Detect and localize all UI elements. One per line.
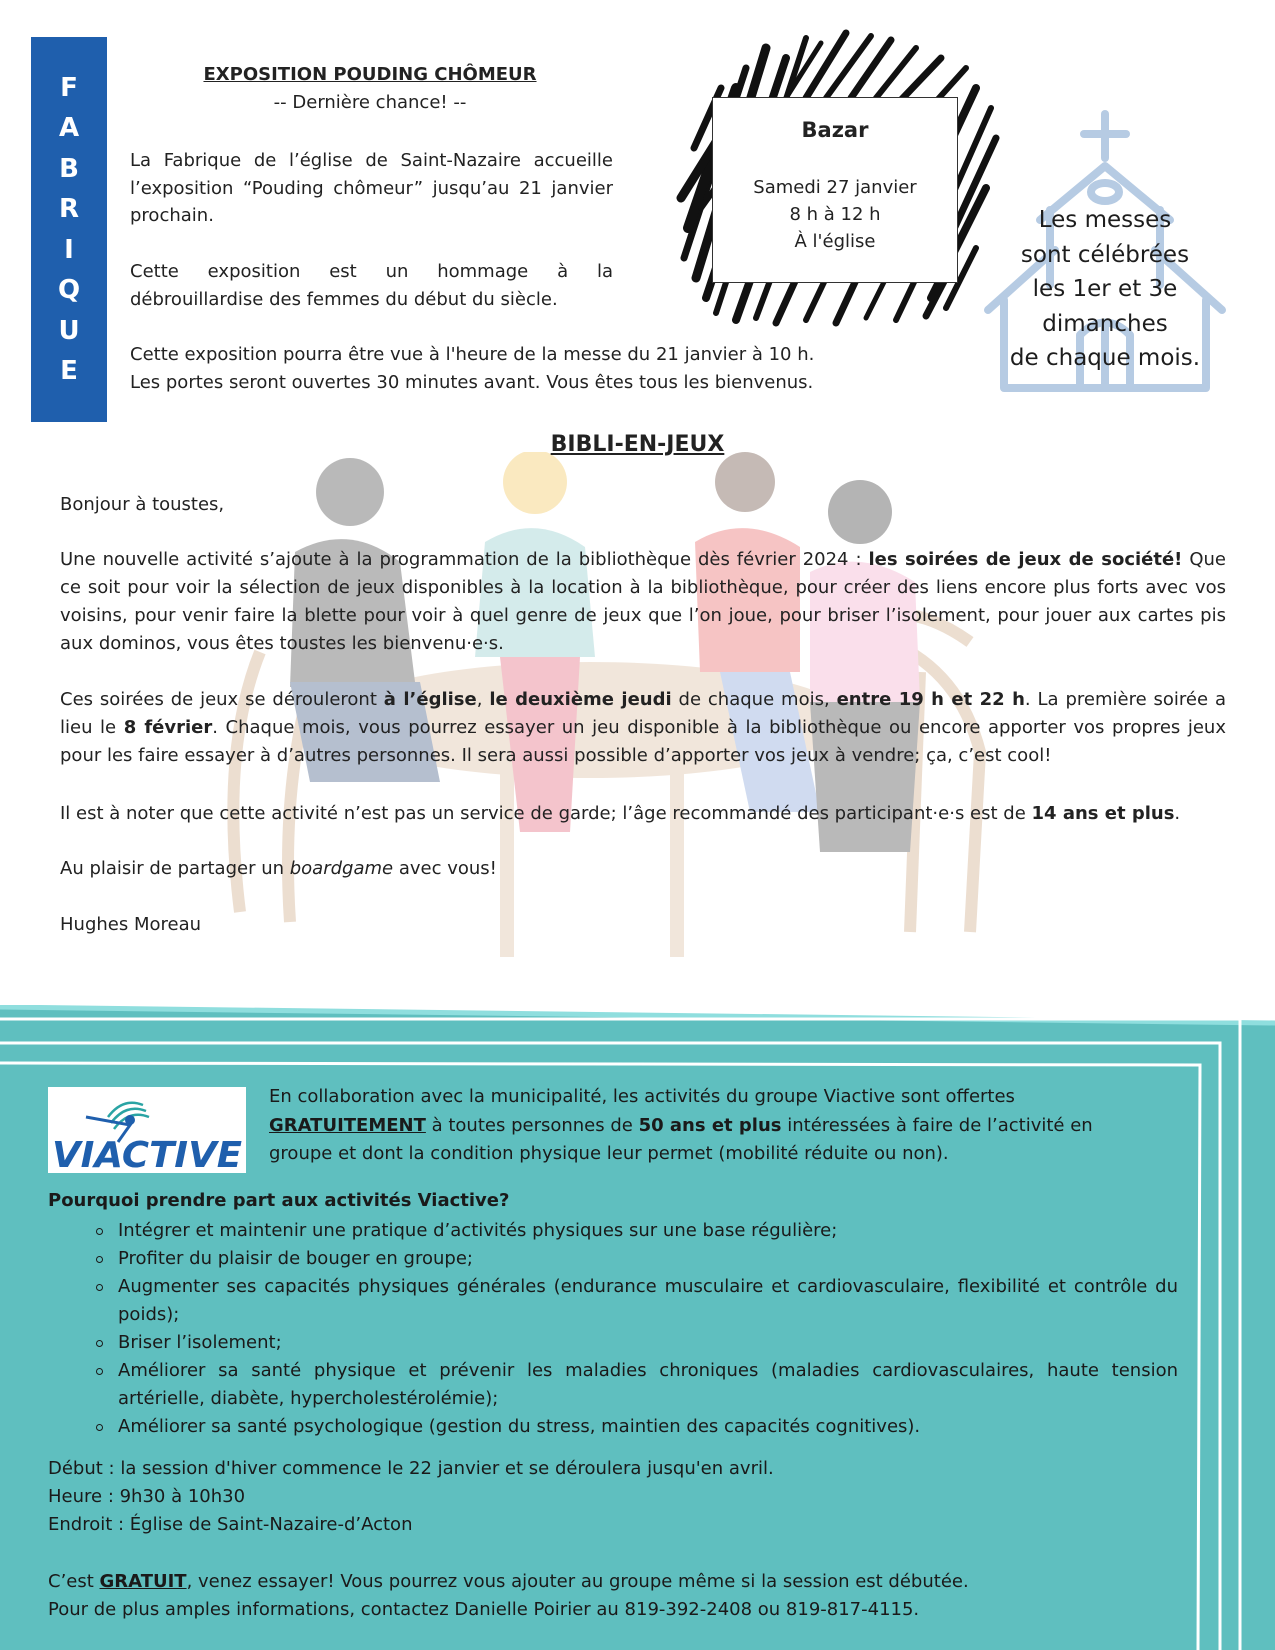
- viactive-logo-text: VIACTIVE: [52, 1135, 243, 1173]
- text-run: ,: [476, 689, 490, 710]
- bazar-date: Samedi 27 janvier: [753, 177, 917, 198]
- fabrique-letter: Q: [57, 275, 81, 305]
- list-item: Profiter du plaisir de bouger en groupe;: [118, 1245, 1178, 1273]
- fabrique-letter: E: [60, 356, 78, 386]
- list-item: Briser l’isolement;: [118, 1329, 1178, 1357]
- text-emphasis: le deuxième jeudi: [489, 689, 672, 710]
- bazar-title: Bazar: [801, 118, 869, 142]
- text-run: à toutes personnes de: [425, 1114, 639, 1136]
- exposition-paragraph-2: Cette exposition est un hommage à la débrouillardise des femmes du début du siècle.: [130, 261, 613, 310]
- text-run: Que ce soit pour voir la sélection de jeux disponibles à la location à la bibliothèque, pour créer des liens encore plus forts avec vos voisins, pour venir faire la blette pour voir à quel genre de jeux que l’on joue, pour briser l’isolement, pour jouer aux cartes pis aux dominos, vous êtes toustes les bienvenu·e·s.: [60, 549, 1226, 654]
- bibli-paragraph-2: [60, 686, 1226, 770]
- viactive-logo: [48, 1087, 246, 1173]
- viactive-call-to-action: [48, 1568, 1148, 1596]
- text-run: Il est à noter que cette activité n’est pas un service de garde; l’âge recommandé des participant·e·s est de: [60, 803, 1032, 824]
- text-run: Une nouvelle activité s’ajoute à la programmation de la bibliothèque dès février 2024 :: [60, 549, 869, 570]
- bibli-greeting: Bonjour à toustes,: [60, 494, 225, 515]
- viactive-logo-graphic: [48, 1087, 246, 1173]
- bazar-box: [712, 97, 958, 283]
- viactive-start: Début : la session d'hiver commence le 22 janvier et se déroulera jusqu'en avril.: [48, 1458, 774, 1479]
- exposition-doors: Les portes seront ouvertes 30 minutes avant. Vous êtes tous les bienvenus.: [130, 371, 814, 393]
- mass-schedule: [990, 203, 1220, 376]
- text-italic: boardgame: [289, 858, 394, 879]
- text-emphasis: GRATUIT: [99, 1571, 187, 1592]
- text-emphasis: à l’église: [383, 689, 477, 710]
- bibli-signature: Hughes Moreau: [60, 914, 202, 935]
- fabrique-letter: U: [58, 315, 80, 346]
- bibli-paragraph-4: [60, 855, 1226, 883]
- exposition-title: EXPOSITION POUDING CHÔMEUR: [203, 64, 537, 85]
- list-item: Améliorer sa santé physique et prévenir les maladies chroniques (maladies cardiovasculaires, haute tension artérielle, diabète, hypercholestérolémie);: [118, 1357, 1178, 1413]
- exposition-paragraph-3: [130, 341, 890, 396]
- text-emphasis: les soirées de jeux de société!: [868, 549, 1183, 570]
- bazar-place: À l'église: [794, 231, 876, 252]
- list-item: Augmenter ses capacités physiques générales (endurance musculaire et cardiovasculaire, flexibilité et contrôle du poids);: [118, 1273, 1178, 1329]
- fabrique-letter: F: [60, 72, 78, 103]
- fabrique-letter: A: [58, 113, 80, 143]
- mass-line: dimanches: [1042, 310, 1168, 337]
- viactive-intro: [269, 1083, 1149, 1169]
- text-emphasis: GRATUITEMENT: [269, 1114, 426, 1136]
- text-run: , venez essayer! Vous pourrez vous ajouter au groupe même si la session est débutée.: [186, 1571, 969, 1592]
- exposition-paragraph-1: La Fabrique de l’église de Saint-Nazaire accueille l’exposition “Pouding chômeur” jusqu’au 21 janvier prochain.: [130, 150, 613, 226]
- list-item: Intégrer et maintenir une pratique d’activités physiques sur une base régulière;: [118, 1217, 1178, 1245]
- exposition-schedule: Cette exposition pourra être vue à l'heure de la messe du 21 janvier à 10 h.: [130, 344, 815, 365]
- text-run: C’est: [48, 1571, 100, 1592]
- text-run: de chaque mois,: [671, 689, 837, 710]
- mass-line: les 1er et 3e: [1032, 276, 1178, 302]
- viactive-contact: Pour de plus amples informations, contactez Danielle Poirier au 819-392-2408 ou 819-817-4115.: [48, 1599, 920, 1620]
- bazar-hours: 8 h à 12 h: [789, 204, 881, 225]
- mass-line: de chaque mois.: [1009, 345, 1201, 371]
- text-emphasis: 8 février: [123, 717, 213, 738]
- viactive-why-title: Pourquoi prendre part aux activités Viactive?: [48, 1190, 510, 1211]
- viactive-reasons-list: [118, 1217, 1178, 1441]
- mass-line: Les messes: [1038, 207, 1172, 233]
- exposition-subtitle: -- Dernière chance! --: [273, 92, 467, 113]
- text-run: intéressées à faire de l’activité en groupe et dont la condition physique leur permet (mobilité réduite ou non).: [269, 1114, 1093, 1164]
- fabrique-letter: B: [59, 153, 79, 184]
- bibli-title: BIBLI-EN-JEUX: [550, 432, 725, 457]
- list-item: Améliorer sa santé psychologique (gestion du stress, maintien des capacités cognitives).: [118, 1413, 1178, 1441]
- text-run: En collaboration avec la municipalité, les activités du groupe Viactive sont offertes: [269, 1086, 1015, 1107]
- fabrique-letter: R: [58, 194, 80, 224]
- text-run: Au plaisir de partager un: [60, 858, 290, 879]
- mass-line: sont célébrées: [1020, 241, 1190, 268]
- text-run: .: [1174, 803, 1181, 824]
- text-run: . La première soirée a lieu le: [60, 689, 1226, 738]
- fabrique-banner: [31, 37, 107, 422]
- viactive-time: Heure : 9h30 à 10h30: [48, 1486, 246, 1507]
- fabrique-letter: I: [64, 234, 74, 265]
- bibli-paragraph-1: [60, 546, 1226, 658]
- text-emphasis: 14 ans et plus: [1031, 803, 1175, 824]
- text-run: Ces soirées de jeux se dérouleront: [60, 689, 384, 710]
- text-run: . Chaque mois, vous pourrez essayer un jeu disponible à la bibliothèque ou encore apporter vos propres jeux pour les faire essayer à d’autres personnes. Il sera aussi possible d’apporter vos jeux à vendre; ça, c’est cool!: [60, 717, 1226, 766]
- text-run: avec vous!: [393, 858, 497, 879]
- bibli-paragraph-3: [60, 800, 1226, 828]
- viactive-location: Endroit : Église de Saint-Nazaire-d’Acton: [48, 1514, 413, 1535]
- text-emphasis: entre 19 h et 22 h: [836, 689, 1025, 710]
- text-emphasis: 50 ans et plus: [638, 1114, 782, 1136]
